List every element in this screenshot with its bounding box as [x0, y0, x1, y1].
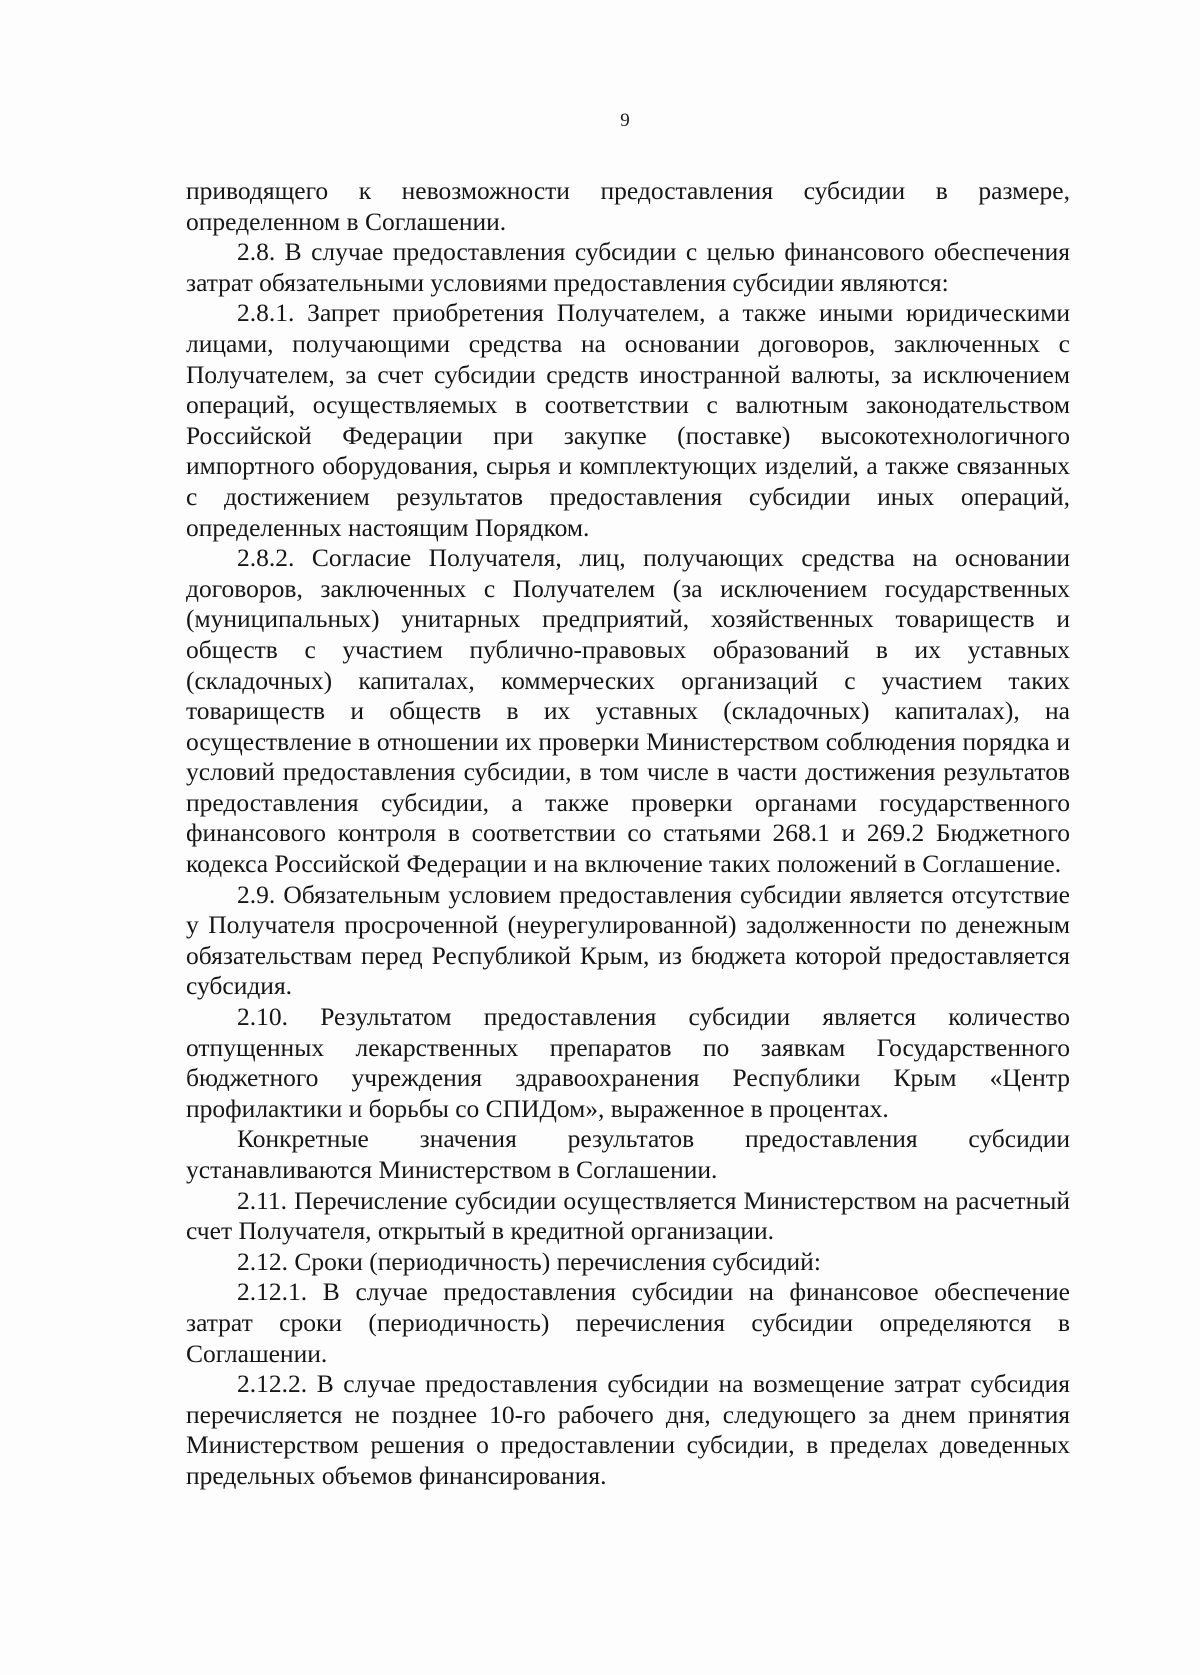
- paragraph-continuation: приводящего к невозможности предоставления субсидии в размере, определенном в Соглашении.: [186, 176, 1070, 236]
- paragraph-2-10: 2.10. Результатом предоставления субсидии является количество отпущенных лекарственных препаратов по заявкам Государственного бюджетного учреждения здравоохранения Республики Крым «Центр профилактики и борьбы со СПИДом», выраженное в процентах.: [186, 1002, 1070, 1123]
- document-body: [186, 176, 1070, 1492]
- paragraph-2-12-1: 2.12.1. В случае предоставления субсидии на финансовое обеспечение затрат сроки (периодичность) перечисления субсидии определяются в Соглашении.: [186, 1277, 1070, 1368]
- paragraph-2-12: 2.12. Сроки (периодичность) перечисления субсидий:: [237, 1246, 821, 1276]
- page-number: 9: [620, 110, 630, 131]
- paragraph-2-8-2: 2.8.2. Согласие Получателя, лиц, получающих средства на основании договоров, заключенных с Получателем (за исключением государственных (муниципальных) унитарных предприятий, хозяйственных товариществ и обществ с участием публично-правовых образований в их уставных (складочных) капиталах, коммерческих организаций с участием таких товариществ и обществ в их уставных (складочных) капиталах), на осуществление в отношении их проверки Министерством соблюдения порядка и условий предоставления субсидии, в том числе в части достижения результатов предоставления субсидии, а также проверки органами государственного финансового контроля в соответствии со статьями 268.1 и 269.2 Бюджетного кодекса Российской Федерации и на включение таких положений в Соглашение.: [186, 543, 1070, 879]
- paragraph-2-11: 2.11. Перечисление субсидии осуществляется Министерством на расчетный счет Получателя, открытый в кредитной организации.: [186, 1185, 1070, 1246]
- paragraph-2-12-2: 2.12.2. В случае предоставления субсидии на возмещение затрат субсидия перечисляется не позднее 10-го рабочего дня, следующего за днем принятия Министерством решения о предоставлении субсидии, в пределах доведенных предельных объемов финансирования.: [186, 1369, 1070, 1490]
- paragraph-2-8-1: 2.8.1. Запрет приобретения Получателем, а также иными юридическими лицами, получающими средства на основании договоров, заключенных с Получателем, за счет субсидии средств иностранной валюты, за исключением операций, осуществляемых в соответствии с валютным законодательством Российской Федерации при закупке (поставке) высокотехнологичного импортного оборудования, сырья и комплектующих изделий, а также связанных с достижением результатов предоставления субсидии иных операций, определенных настоящим Порядком.: [186, 298, 1070, 542]
- paragraph-2-10-values: Конкретные значения результатов предоставления субсидии устанавливаются Министерством в Соглашении.: [186, 1124, 1070, 1184]
- paragraph-2-8: 2.8. В случае предоставления субсидии с целью финансового обеспечения затрат обязательными условиями предоставления субсидии являются:: [186, 237, 1070, 297]
- paragraph-2-9: 2.9. Обязательным условием предоставления субсидии является отсутствие у Получателя просроченной (неурегулированной) задолженности по денежным обязательствам перед Республикой Крым, из бюджета которой предоставляется субсидия.: [186, 879, 1070, 1001]
